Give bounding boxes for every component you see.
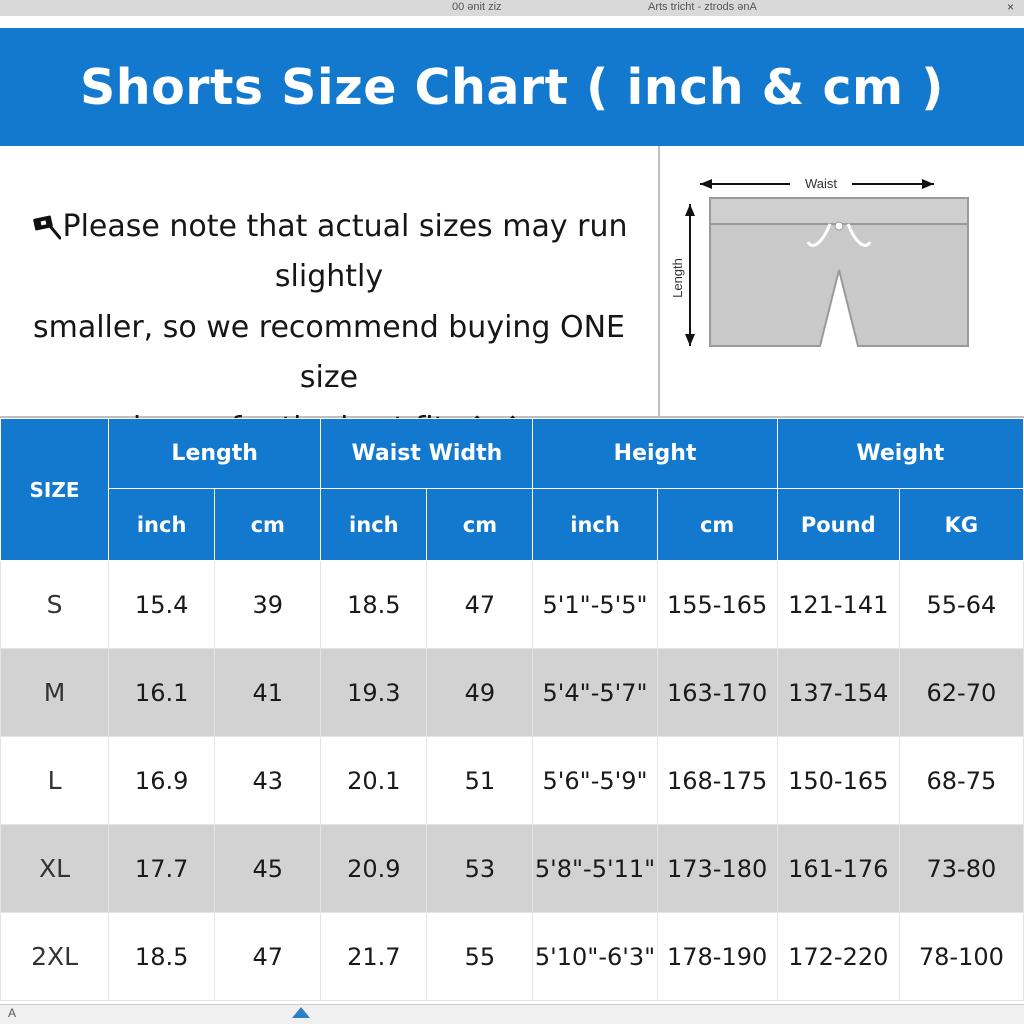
cell-waist-cm: 51 <box>427 737 533 825</box>
header-weight-pound: Pound <box>777 489 899 561</box>
poster <box>0 16 1024 1004</box>
cell-weight-kg: 62-70 <box>899 649 1023 737</box>
cell-waist-cm: 47 <box>427 561 533 649</box>
triangle-icon <box>292 1007 310 1018</box>
cell-length-cm: 43 <box>215 737 321 825</box>
bottom-bar-label: A <box>8 1006 17 1020</box>
cell-weight-kg: 55-64 <box>899 561 1023 649</box>
note-line-1 <box>14 202 644 303</box>
tab-label-left[interactable]: 00 ənit ziz <box>452 1 502 13</box>
table-row <box>1 737 1024 825</box>
browser-tab-strip <box>0 0 1024 16</box>
cell-height-inch: 5'8"-5'11" <box>533 825 657 913</box>
cell-size: S <box>1 561 109 649</box>
cell-weight-pound: 150-165 <box>777 737 899 825</box>
cell-waist-inch: 18.5 <box>321 561 427 649</box>
table-body <box>1 561 1024 1001</box>
header-height-inch: inch <box>533 489 657 561</box>
cell-waist-cm: 49 <box>427 649 533 737</box>
cell-waist-inch: 20.1 <box>321 737 427 825</box>
header-group-height: Height <box>533 419 777 489</box>
cell-length-inch: 15.4 <box>109 561 215 649</box>
table-row <box>1 825 1024 913</box>
cell-weight-kg: 73-80 <box>899 825 1023 913</box>
cell-height-cm: 168-175 <box>657 737 777 825</box>
cell-weight-pound: 161-176 <box>777 825 899 913</box>
cell-size: XL <box>1 825 109 913</box>
cell-waist-inch: 21.7 <box>321 913 427 1001</box>
header-group-waist-width: Waist Width <box>321 419 533 489</box>
cell-length-inch: 18.5 <box>109 913 215 1001</box>
note-line-2: smaller, so we recommend buying ONE size <box>32 309 626 396</box>
cell-height-cm: 163-170 <box>657 649 777 737</box>
cell-length-cm: 39 <box>215 561 321 649</box>
page-title: Shorts Size Chart ( inch & cm ) <box>79 58 945 116</box>
note-block <box>0 146 660 418</box>
cell-size: 2XL <box>1 913 109 1001</box>
header-size: SIZE <box>1 419 109 561</box>
table-header-groups <box>1 419 1024 489</box>
cell-size: L <box>1 737 109 825</box>
cell-weight-pound: 172-220 <box>777 913 899 1001</box>
cell-length-cm: 45 <box>215 825 321 913</box>
cell-size: M <box>1 649 109 737</box>
table-row <box>1 649 1024 737</box>
header-waist-inch: inch <box>321 489 427 561</box>
note-band <box>0 146 1024 418</box>
close-icon[interactable]: × <box>1006 0 1014 14</box>
cell-height-inch: 5'10"-6'3" <box>533 913 657 1001</box>
cell-length-inch: 16.1 <box>109 649 215 737</box>
header-weight-kg: KG <box>899 489 1023 561</box>
cell-length-inch: 16.9 <box>109 737 215 825</box>
title-band <box>0 28 1024 146</box>
header-length-inch: inch <box>109 489 215 561</box>
cell-length-cm: 41 <box>215 649 321 737</box>
bottom-bar <box>0 1004 1024 1024</box>
cell-height-inch: 5'4"-5'7" <box>533 649 657 737</box>
shorts-illustration <box>662 146 1024 418</box>
table-header-subs <box>1 489 1024 561</box>
tab-label-right[interactable]: Arts tricht - ztrods ənA <box>648 1 757 13</box>
cell-length-cm: 47 <box>215 913 321 1001</box>
cell-weight-pound: 121-141 <box>777 561 899 649</box>
cell-waist-cm: 55 <box>427 913 533 1001</box>
pushpin-icon <box>31 207 61 233</box>
cell-weight-kg: 68-75 <box>899 737 1023 825</box>
cell-weight-kg: 78-100 <box>899 913 1023 1001</box>
header-waist-cm: cm <box>427 489 533 561</box>
cell-length-inch: 17.7 <box>109 825 215 913</box>
size-table <box>0 418 1024 1001</box>
cell-waist-inch: 19.3 <box>321 649 427 737</box>
cell-height-inch: 5'1"-5'5" <box>533 561 657 649</box>
cell-height-inch: 5'6"-5'9" <box>533 737 657 825</box>
note-text-1: Please note that actual sizes may run slightly <box>62 209 628 295</box>
cell-height-cm: 173-180 <box>657 825 777 913</box>
waist-label: Waist <box>804 176 838 191</box>
header-length-cm: cm <box>215 489 321 561</box>
header-height-cm: cm <box>657 489 777 561</box>
table-row <box>1 561 1024 649</box>
header-group-weight: Weight <box>777 419 1023 489</box>
table-row <box>1 913 1024 1001</box>
cell-waist-cm: 53 <box>427 825 533 913</box>
table-head <box>1 419 1024 561</box>
length-label: Length <box>670 258 685 298</box>
diagram-block <box>662 146 1024 418</box>
header-group-length: Length <box>109 419 321 489</box>
cell-weight-pound: 137-154 <box>777 649 899 737</box>
cell-waist-inch: 20.9 <box>321 825 427 913</box>
cell-height-cm: 178-190 <box>657 913 777 1001</box>
cell-height-cm: 155-165 <box>657 561 777 649</box>
